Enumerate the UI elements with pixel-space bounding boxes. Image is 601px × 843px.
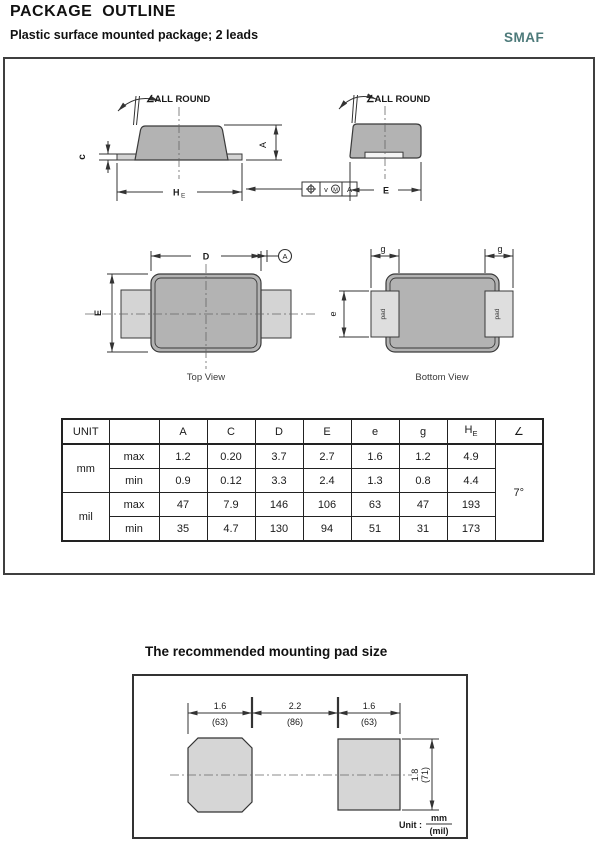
- mounting-pad-right: [338, 739, 400, 810]
- table-row-mm-min: [62, 469, 543, 493]
- pad-right-label: pad: [494, 308, 501, 320]
- pad-left-label: pad: [380, 308, 387, 320]
- side-all-round-label: ∠ALL ROUND: [146, 94, 211, 105]
- bottom-view-label: Bottom View: [415, 372, 469, 383]
- mounting-pad-box: [132, 674, 468, 839]
- cell-mm-max-e-cap: 2.7: [303, 444, 351, 469]
- bottom-view: [328, 244, 513, 383]
- limit-cell: min: [109, 517, 159, 542]
- col-header-c: C: [207, 419, 255, 444]
- pad-section-title: The recommended mounting pad size: [145, 644, 388, 659]
- cell-mil-min-g: 31: [399, 517, 447, 542]
- unit-mm-cell: mm: [62, 444, 109, 493]
- cell-mil-max-d: 146: [255, 493, 303, 517]
- tolerance-value: v: [324, 185, 328, 194]
- end-body-notch: [365, 152, 403, 158]
- cell-mil-max-he: 193: [447, 493, 495, 517]
- cell-mm-max-a: 1.2: [159, 444, 207, 469]
- dim-left-pad-mm: 1.6: [213, 701, 227, 711]
- side-package-body: [135, 126, 228, 160]
- position-symbol-icon: [306, 184, 316, 194]
- datum-letter: A: [282, 251, 288, 261]
- cell-mil-min-a: 35: [159, 517, 207, 542]
- dim-label-he-sub: E: [181, 192, 186, 200]
- dim-label-c: c: [77, 154, 88, 160]
- dim-label-g-right: g: [497, 244, 503, 254]
- mmc-letter: M: [333, 187, 338, 194]
- cell-mil-min-d: 130: [255, 517, 303, 542]
- col-header-he: $H_E$: [447, 419, 495, 444]
- col-header-angle: ∠: [495, 419, 543, 444]
- side-dim-c: [77, 141, 117, 173]
- dim-right-pad-mil: (63): [360, 717, 378, 727]
- unit-denominator: (mil): [429, 826, 449, 836]
- package-code: SMAF: [504, 30, 545, 45]
- pad-horizontal-dims: [188, 697, 400, 734]
- col-header-a: A: [159, 419, 207, 444]
- limit-cell: min: [109, 469, 159, 493]
- mounting-pad-drawing: [134, 676, 466, 837]
- unit-numerator: mm: [430, 813, 448, 823]
- dim-right-pad-mm: 1.6: [362, 701, 376, 711]
- dim-pad-height-mm: 1.8: [410, 768, 420, 782]
- cell-mm-max-d: 3.7: [255, 444, 303, 469]
- col-header-g: g: [399, 419, 447, 444]
- cell-mm-max-e-low: 1.6: [351, 444, 399, 469]
- tolerance-frame: [246, 182, 357, 196]
- cell-mm-min-e-cap: 2.4: [303, 469, 351, 493]
- dim-gap-mm: 2.2: [288, 701, 302, 711]
- cell-mil-min-he: 173: [447, 517, 495, 542]
- dim-label-e-end: E: [382, 185, 390, 196]
- table-header-row: [62, 419, 543, 444]
- cell-mm-max-g: 1.2: [399, 444, 447, 469]
- dim-label-a: A: [258, 141, 268, 149]
- bottom-package-body: [386, 274, 499, 352]
- angle-value-cell: 7°: [495, 444, 543, 541]
- side-dim-he: [117, 163, 242, 201]
- cell-mil-min-c: 4.7: [207, 517, 255, 542]
- dim-left-pad-mil: (63): [211, 717, 229, 727]
- dim-pad-height-mil: (71): [420, 766, 430, 784]
- cell-mil-max-c: 7.9: [207, 493, 255, 517]
- dim-gap-mil: (86): [286, 717, 304, 727]
- pad-vertical-dim: [402, 739, 439, 810]
- cell-mm-min-d: 3.3: [255, 469, 303, 493]
- col-header-limit: [109, 419, 159, 444]
- cell-mil-max-e-cap: 106: [303, 493, 351, 517]
- dimension-table: [61, 418, 544, 542]
- limit-cell: max: [109, 493, 159, 517]
- end-view: [339, 94, 430, 201]
- unit-legend: [399, 813, 452, 836]
- bottom-dim-e: [328, 291, 369, 337]
- page-title: PACKAGE OUTLINE: [10, 3, 176, 20]
- dim-label-e-bottom: e: [328, 311, 338, 317]
- col-header-e-cap: E: [303, 419, 351, 444]
- unit-label: Unit :: [399, 820, 422, 830]
- cell-mm-max-he: 4.9: [447, 444, 495, 469]
- table-row-mil-max: [62, 493, 543, 517]
- side-view: [77, 94, 357, 201]
- package-outline-box: [3, 57, 595, 575]
- dim-label-he: H: [173, 187, 180, 198]
- cell-mil-min-e-low: 51: [351, 517, 399, 542]
- col-header-unit: UNIT: [62, 419, 109, 444]
- mmc-modifier-icon: [332, 185, 340, 193]
- frame-datum-ref: A: [346, 185, 353, 194]
- cell-mil-max-g: 47: [399, 493, 447, 517]
- cell-mil-max-e-low: 63: [351, 493, 399, 517]
- cell-mm-min-c: 0.12: [207, 469, 255, 493]
- dim-label-e-top: E: [93, 309, 103, 317]
- cell-mm-min-he: 4.4: [447, 469, 495, 493]
- dim-label-g-left: g: [380, 244, 386, 254]
- cell-mil-max-a: 47: [159, 493, 207, 517]
- col-header-d: D: [255, 419, 303, 444]
- outline-drawing: [5, 59, 593, 416]
- end-dim-e: [350, 162, 421, 201]
- datum-a-marker: [261, 250, 292, 263]
- table-row-mil-min: [62, 517, 543, 542]
- cell-mm-min-a: 0.9: [159, 469, 207, 493]
- page-subtitle: Plastic surface mounted package; 2 leads: [10, 28, 259, 42]
- cell-mm-min-g: 0.8: [399, 469, 447, 493]
- cell-mil-min-e-cap: 94: [303, 517, 351, 542]
- limit-cell: max: [109, 444, 159, 469]
- top-view-label: Top View: [186, 372, 226, 383]
- cell-mm-max-c: 0.20: [207, 444, 255, 469]
- unit-mil-cell: mil: [62, 493, 109, 542]
- col-header-e-low: e: [351, 419, 399, 444]
- dim-label-d: D: [202, 251, 210, 262]
- end-all-round-label: ∠ALL ROUND: [366, 94, 431, 105]
- top-view: [85, 250, 315, 384]
- table-row-mm-max: [62, 444, 543, 469]
- cell-mm-min-e-low: 1.3: [351, 469, 399, 493]
